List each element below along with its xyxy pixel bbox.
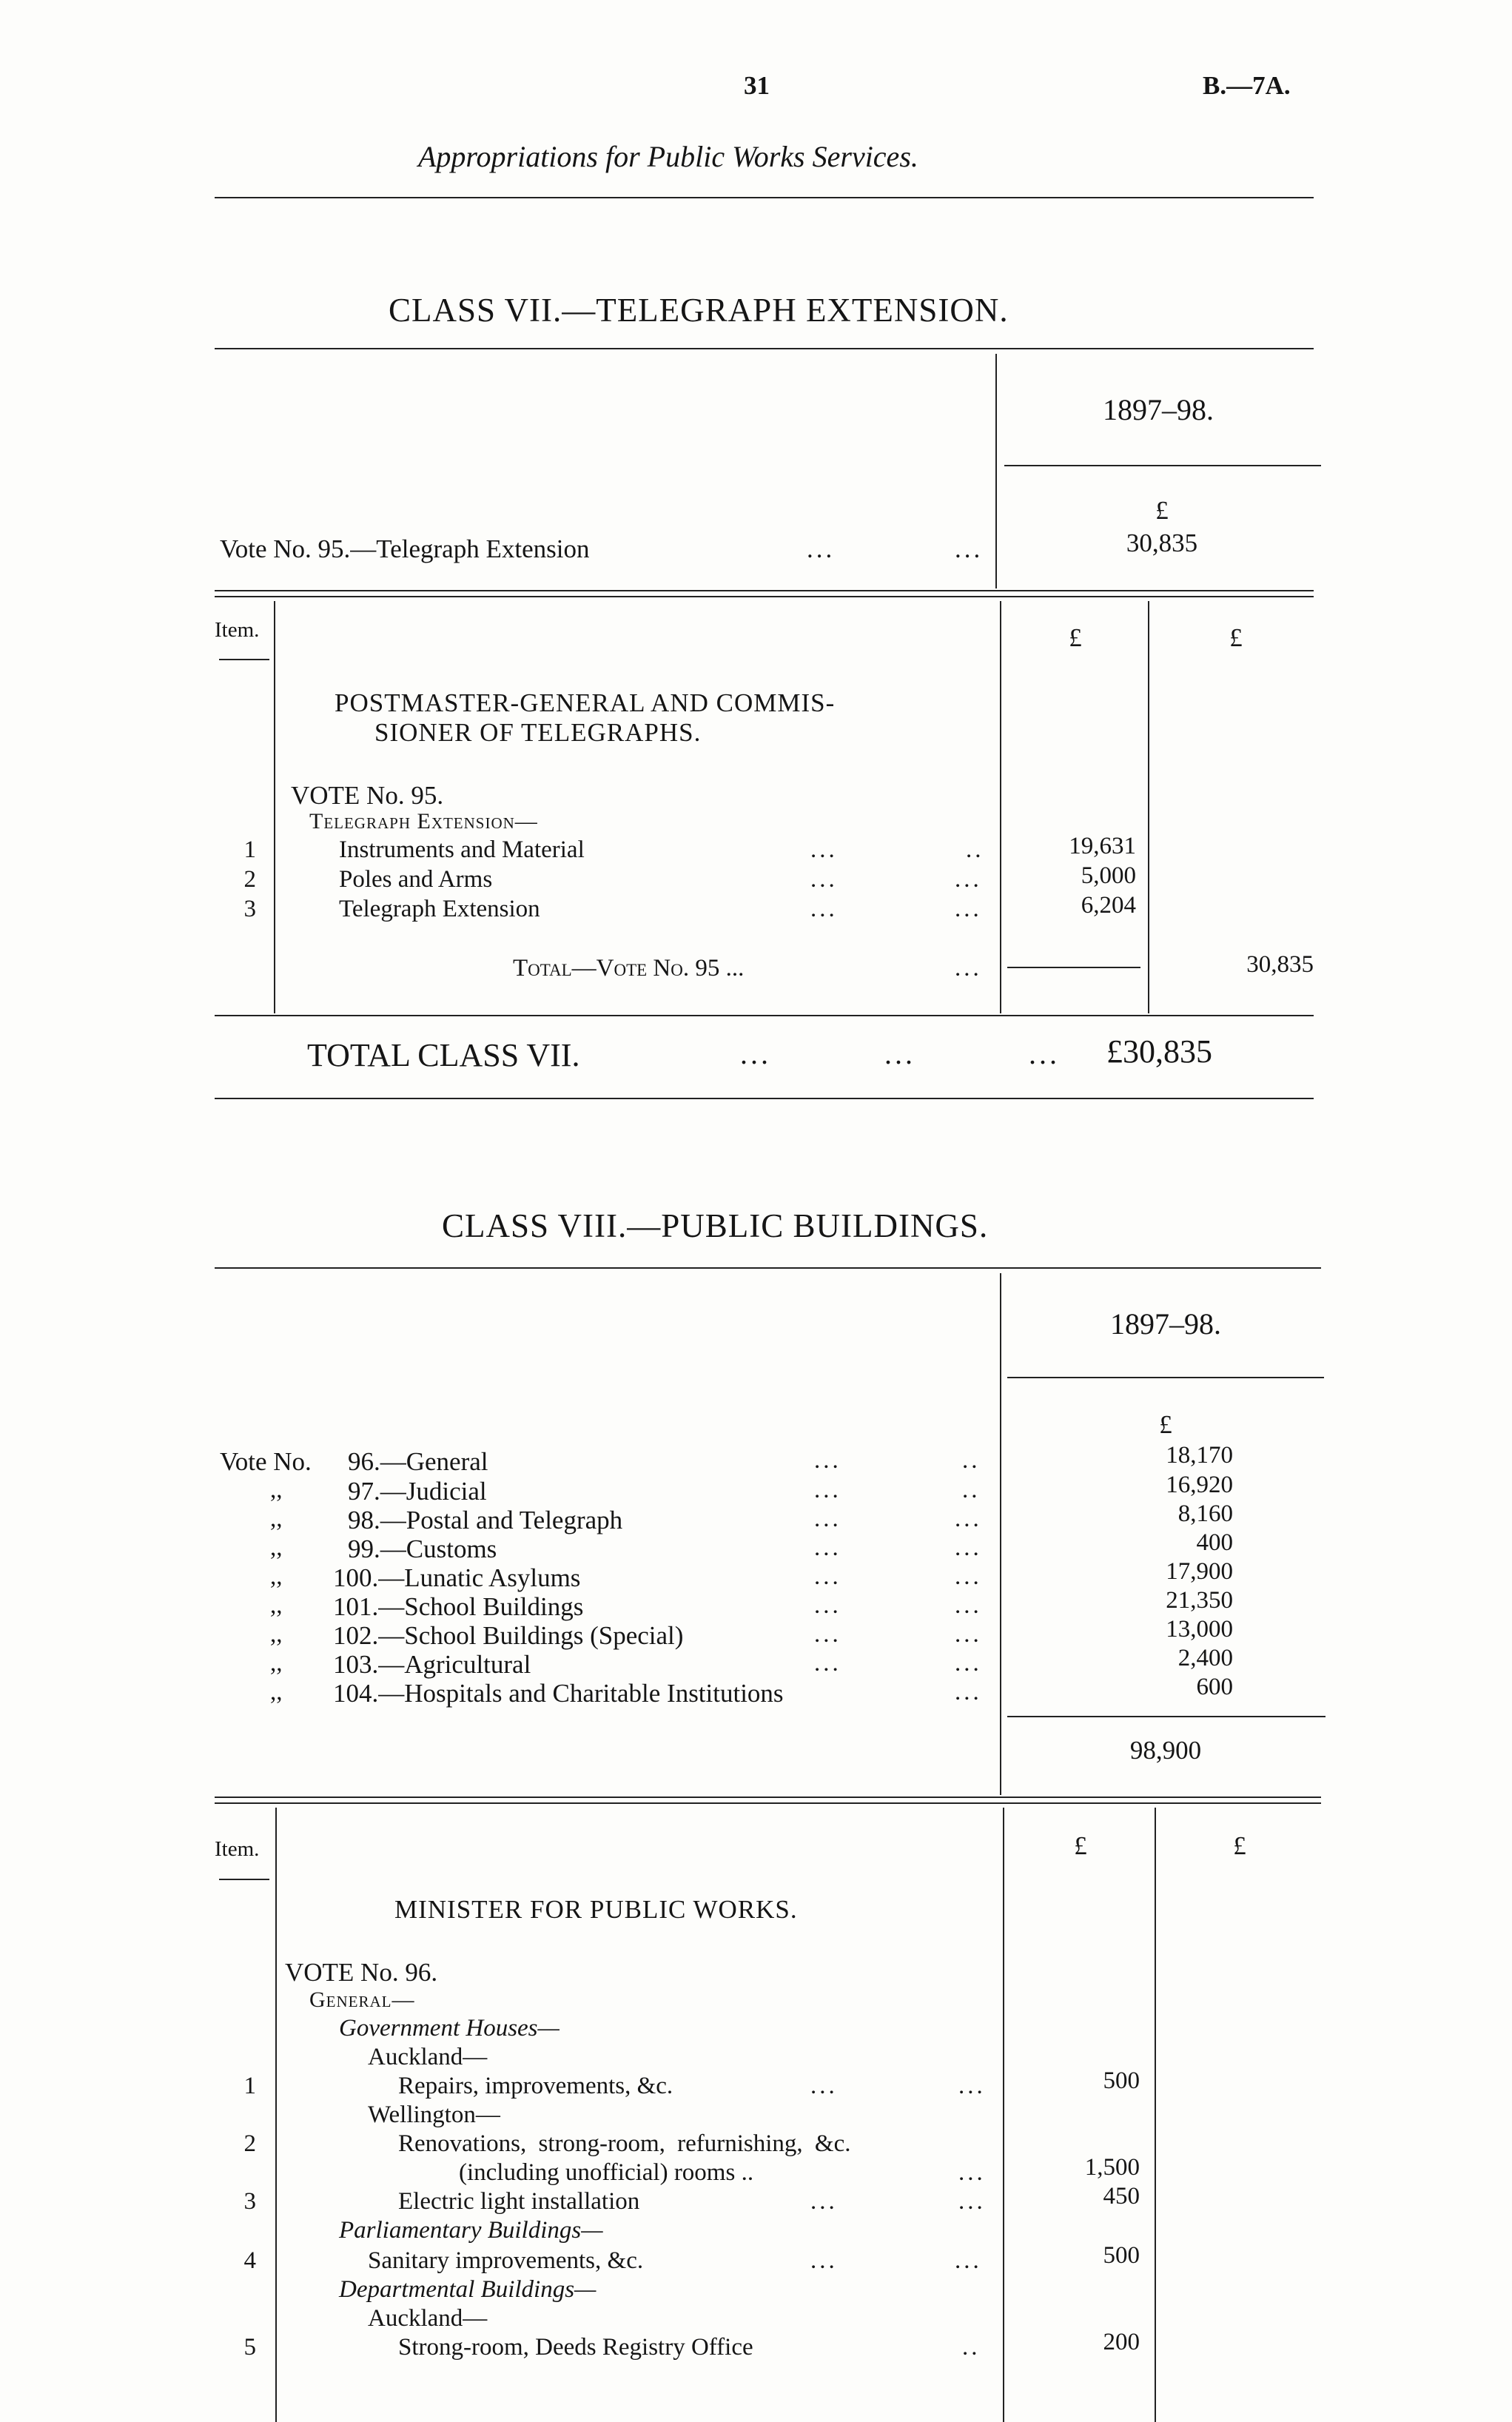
class-8-title: CLASS VIII.—PUBLIC BUILDINGS. <box>442 1207 989 1244</box>
header-rule <box>215 197 1314 198</box>
vote-amount: 17,900 <box>1166 1558 1233 1585</box>
leader-dots: ... <box>955 896 982 922</box>
leader-dots: ... <box>740 1037 771 1070</box>
class-8-votes-total: 98,900 <box>1129 1736 1202 1765</box>
leader-dots: ... <box>955 955 982 982</box>
class-8-double-rule-b <box>215 1802 1321 1804</box>
item-label: Instruments and Material <box>339 836 585 863</box>
auckland-heading: Auckland— <box>368 2305 488 2332</box>
leader-dots: ... <box>955 1679 982 1705</box>
leader-dots: ... <box>810 2247 838 2274</box>
item-amount: 500 <box>1103 2242 1140 2269</box>
item-amount: 200 <box>1103 2329 1140 2355</box>
class-8-table-top-rule <box>215 1267 1321 1269</box>
item-amount: 450 <box>1103 2183 1140 2210</box>
leader-dots: ... <box>955 1650 982 1677</box>
leader-dots: ... <box>810 866 838 893</box>
item-amount: 6,204 <box>1081 892 1136 919</box>
class-8-total-col-divider <box>1155 1808 1156 2422</box>
leader-dots: ... <box>810 2073 838 2099</box>
leader-dots: ... <box>958 2073 986 2099</box>
leader-dots: ... <box>814 1563 841 1590</box>
leader-dots: ... <box>814 1650 841 1677</box>
parliamentary-buildings-heading: Parliamentary Buildings— <box>339 2217 603 2244</box>
item-number: 4 <box>243 2247 256 2274</box>
class-7-item-col-divider <box>274 601 275 1013</box>
vote-label: 102.—School Buildings (Special) <box>333 1621 684 1650</box>
item-number: 1 <box>243 836 256 863</box>
leader-dots: ... <box>807 534 836 563</box>
leader-dots: ... <box>814 1534 841 1561</box>
class-7-currency: £ <box>1155 496 1169 525</box>
vote-amount: 18,170 <box>1166 1442 1233 1469</box>
item-number: 3 <box>243 2188 256 2215</box>
class-8-year: 1897–98. <box>1110 1307 1221 1341</box>
vote-prefix: ,, <box>270 1621 283 1648</box>
document-reference: B.—7A. <box>1203 71 1291 100</box>
running-title: Appropriations for Public Works Services. <box>418 140 918 173</box>
vote-amount: 2,400 <box>1177 1645 1233 1671</box>
vote-prefix: ,, <box>270 1506 283 1532</box>
leader-dots: ... <box>1029 1037 1060 1070</box>
item-amount: 5,000 <box>1081 862 1136 889</box>
item-number: 3 <box>243 896 256 922</box>
vote-prefix: ,, <box>270 1477 283 1503</box>
class-7-total-vote-amount: 30,835 <box>1246 951 1314 978</box>
class-7-total-vote-label: Total—Vote No. 95 ... <box>513 955 745 982</box>
leader-dots: ... <box>958 2188 986 2215</box>
item-amount: 1,500 <box>1084 2154 1140 2181</box>
item-number: 1 <box>243 2073 256 2099</box>
item-header-underline <box>219 659 269 660</box>
leader-dots: .. <box>966 836 984 863</box>
class-7-vote-heading: VOTE No. 95. <box>291 781 444 810</box>
vote-label: 104.—Hospitals and Charitable Institutions <box>333 1679 784 1708</box>
leader-dots: ... <box>955 534 984 563</box>
class-7-double-rule-a <box>215 590 1314 591</box>
auckland-heading: Auckland— <box>368 2044 488 2070</box>
class-8-summary-divider <box>1000 1273 1001 1795</box>
leader-dots: ... <box>958 2159 986 2186</box>
class-7-vote-label: Vote No. 95.—Telegraph Extension <box>220 534 590 563</box>
leader-dots: .. <box>962 2334 981 2361</box>
class-8-year-rule <box>1007 1377 1324 1378</box>
vote-amount: 8,160 <box>1177 1500 1233 1527</box>
class-8-amount-col-divider <box>1003 1808 1004 2422</box>
leader-dots: ... <box>810 836 838 863</box>
class-7-sub-heading: Telegraph Extension— <box>309 809 538 833</box>
item-number: 2 <box>243 866 256 893</box>
item-amount: 500 <box>1103 2067 1140 2094</box>
leader-dots: ... <box>955 1506 982 1532</box>
leader-dots: .. <box>962 1477 981 1503</box>
leader-dots: ... <box>955 866 982 893</box>
item-label-continuation: (including unofficial) rooms .. <box>459 2159 754 2186</box>
class-8-currency: £ <box>1159 1410 1172 1439</box>
item-label: Repairs, improvements, &c. <box>398 2073 673 2099</box>
leader-dots: ... <box>810 896 838 922</box>
item-label: Strong-room, Deeds Registry Office <box>398 2334 753 2361</box>
leader-dots: ... <box>884 1037 915 1070</box>
class-7-item-header: Item. <box>215 618 260 642</box>
item-label: Sanitary improvements, &c. <box>368 2247 644 2274</box>
item-number: 5 <box>243 2334 256 2361</box>
leader-dots: ... <box>955 1563 982 1590</box>
item-amount: 19,631 <box>1069 833 1136 859</box>
leader-dots: ... <box>814 1621 841 1648</box>
sum-rule <box>1007 1716 1325 1717</box>
class-7-table-top-rule <box>215 348 1314 349</box>
vote-label: 101.—School Buildings <box>333 1592 584 1621</box>
item-label: Electric light installation <box>398 2188 640 2215</box>
leader-dots: ... <box>955 2247 982 2274</box>
vote-amount: 600 <box>1196 1674 1233 1700</box>
departmental-buildings-heading: Departmental Buildings— <box>339 2276 597 2303</box>
class-7-table-bottom-rule <box>215 1015 1314 1016</box>
class-7-total-col-divider <box>1148 601 1149 1013</box>
class-7-pound-2: £ <box>1229 623 1243 652</box>
government-houses-heading: Government Houses— <box>339 2015 560 2042</box>
class-7-double-rule-b <box>215 596 1314 597</box>
vote-label: 99.—Customs <box>348 1534 497 1563</box>
class-8-minister: MINISTER FOR PUBLIC WORKS. <box>394 1895 798 1924</box>
class-7-minister-line-1: POSTMASTER-GENERAL AND COMMIS- <box>335 688 836 717</box>
vote-prefix: ,, <box>270 1650 283 1677</box>
class-7-title: CLASS VII.—TELEGRAPH EXTENSION. <box>389 292 1009 329</box>
vote-label: 100.—Lunatic Asylums <box>333 1563 581 1592</box>
vote-label: 98.—Postal and Telegraph <box>348 1506 623 1534</box>
class-8-pound-2: £ <box>1233 1831 1246 1860</box>
class-7-total-amount: £30,835 <box>1106 1033 1212 1070</box>
class-8-item-col-divider <box>275 1808 277 2422</box>
leader-dots: ... <box>814 1592 841 1619</box>
vote-label: 103.—Agricultural <box>333 1650 531 1679</box>
item-label: Renovations, strong-room, refurnishing, &c. <box>398 2130 851 2157</box>
vote-label: 97.—Judicial <box>348 1477 487 1506</box>
item-label: Telegraph Extension <box>339 896 540 922</box>
leader-dots: ... <box>814 1506 841 1532</box>
vote-label: 96.—General <box>348 1447 488 1476</box>
vote-amount: 400 <box>1196 1529 1233 1556</box>
vote-prefix: ,, <box>270 1563 283 1590</box>
class-8-item-header: Item. <box>215 1837 260 1861</box>
vote-amount: 13,000 <box>1166 1616 1233 1643</box>
vote-amount: 16,920 <box>1166 1472 1233 1498</box>
vote-prefix: ,, <box>270 1679 283 1705</box>
item-number: 2 <box>243 2130 256 2157</box>
leader-dots: ... <box>814 1447 841 1474</box>
class-7-minister-line-2: SIONER OF TELEGRAPHS. <box>374 718 702 747</box>
class-7-year-rule <box>1004 465 1321 466</box>
class-8-double-rule-a <box>215 1797 1321 1798</box>
vote-prefix: ,, <box>270 1592 283 1619</box>
class-7-amount-col-divider <box>1000 601 1001 1013</box>
class-7-total-label: TOTAL CLASS VII. <box>307 1037 580 1073</box>
class-8-general-heading: General— <box>309 1987 415 2012</box>
vote-amount: 21,350 <box>1166 1587 1233 1614</box>
leader-dots: ... <box>814 1477 841 1503</box>
class-7-pound-1: £ <box>1069 623 1082 652</box>
item-label: Poles and Arms <box>339 866 493 893</box>
page-number: 31 <box>744 71 770 100</box>
item-header-underline <box>219 1879 269 1880</box>
leader-dots: .. <box>962 1447 981 1474</box>
class-7-summary-divider <box>995 354 997 588</box>
class-8-pound-1: £ <box>1074 1831 1087 1860</box>
class-7-closing-rule <box>215 1098 1314 1099</box>
leader-dots: ... <box>955 1534 982 1561</box>
class-8-vote-heading: VOTE No. 96. <box>285 1958 438 1987</box>
sum-rule <box>1007 967 1140 968</box>
leader-dots: ... <box>810 2188 838 2215</box>
leader-dots: ... <box>955 1621 982 1648</box>
vote-prefix: Vote No. <box>220 1447 312 1476</box>
leader-dots: ... <box>955 1592 982 1619</box>
class-7-year: 1897–98. <box>1103 393 1214 426</box>
vote-prefix: ,, <box>270 1534 283 1561</box>
wellington-heading: Wellington— <box>368 2101 500 2128</box>
class-7-vote-amount: 30,835 <box>1126 529 1198 557</box>
